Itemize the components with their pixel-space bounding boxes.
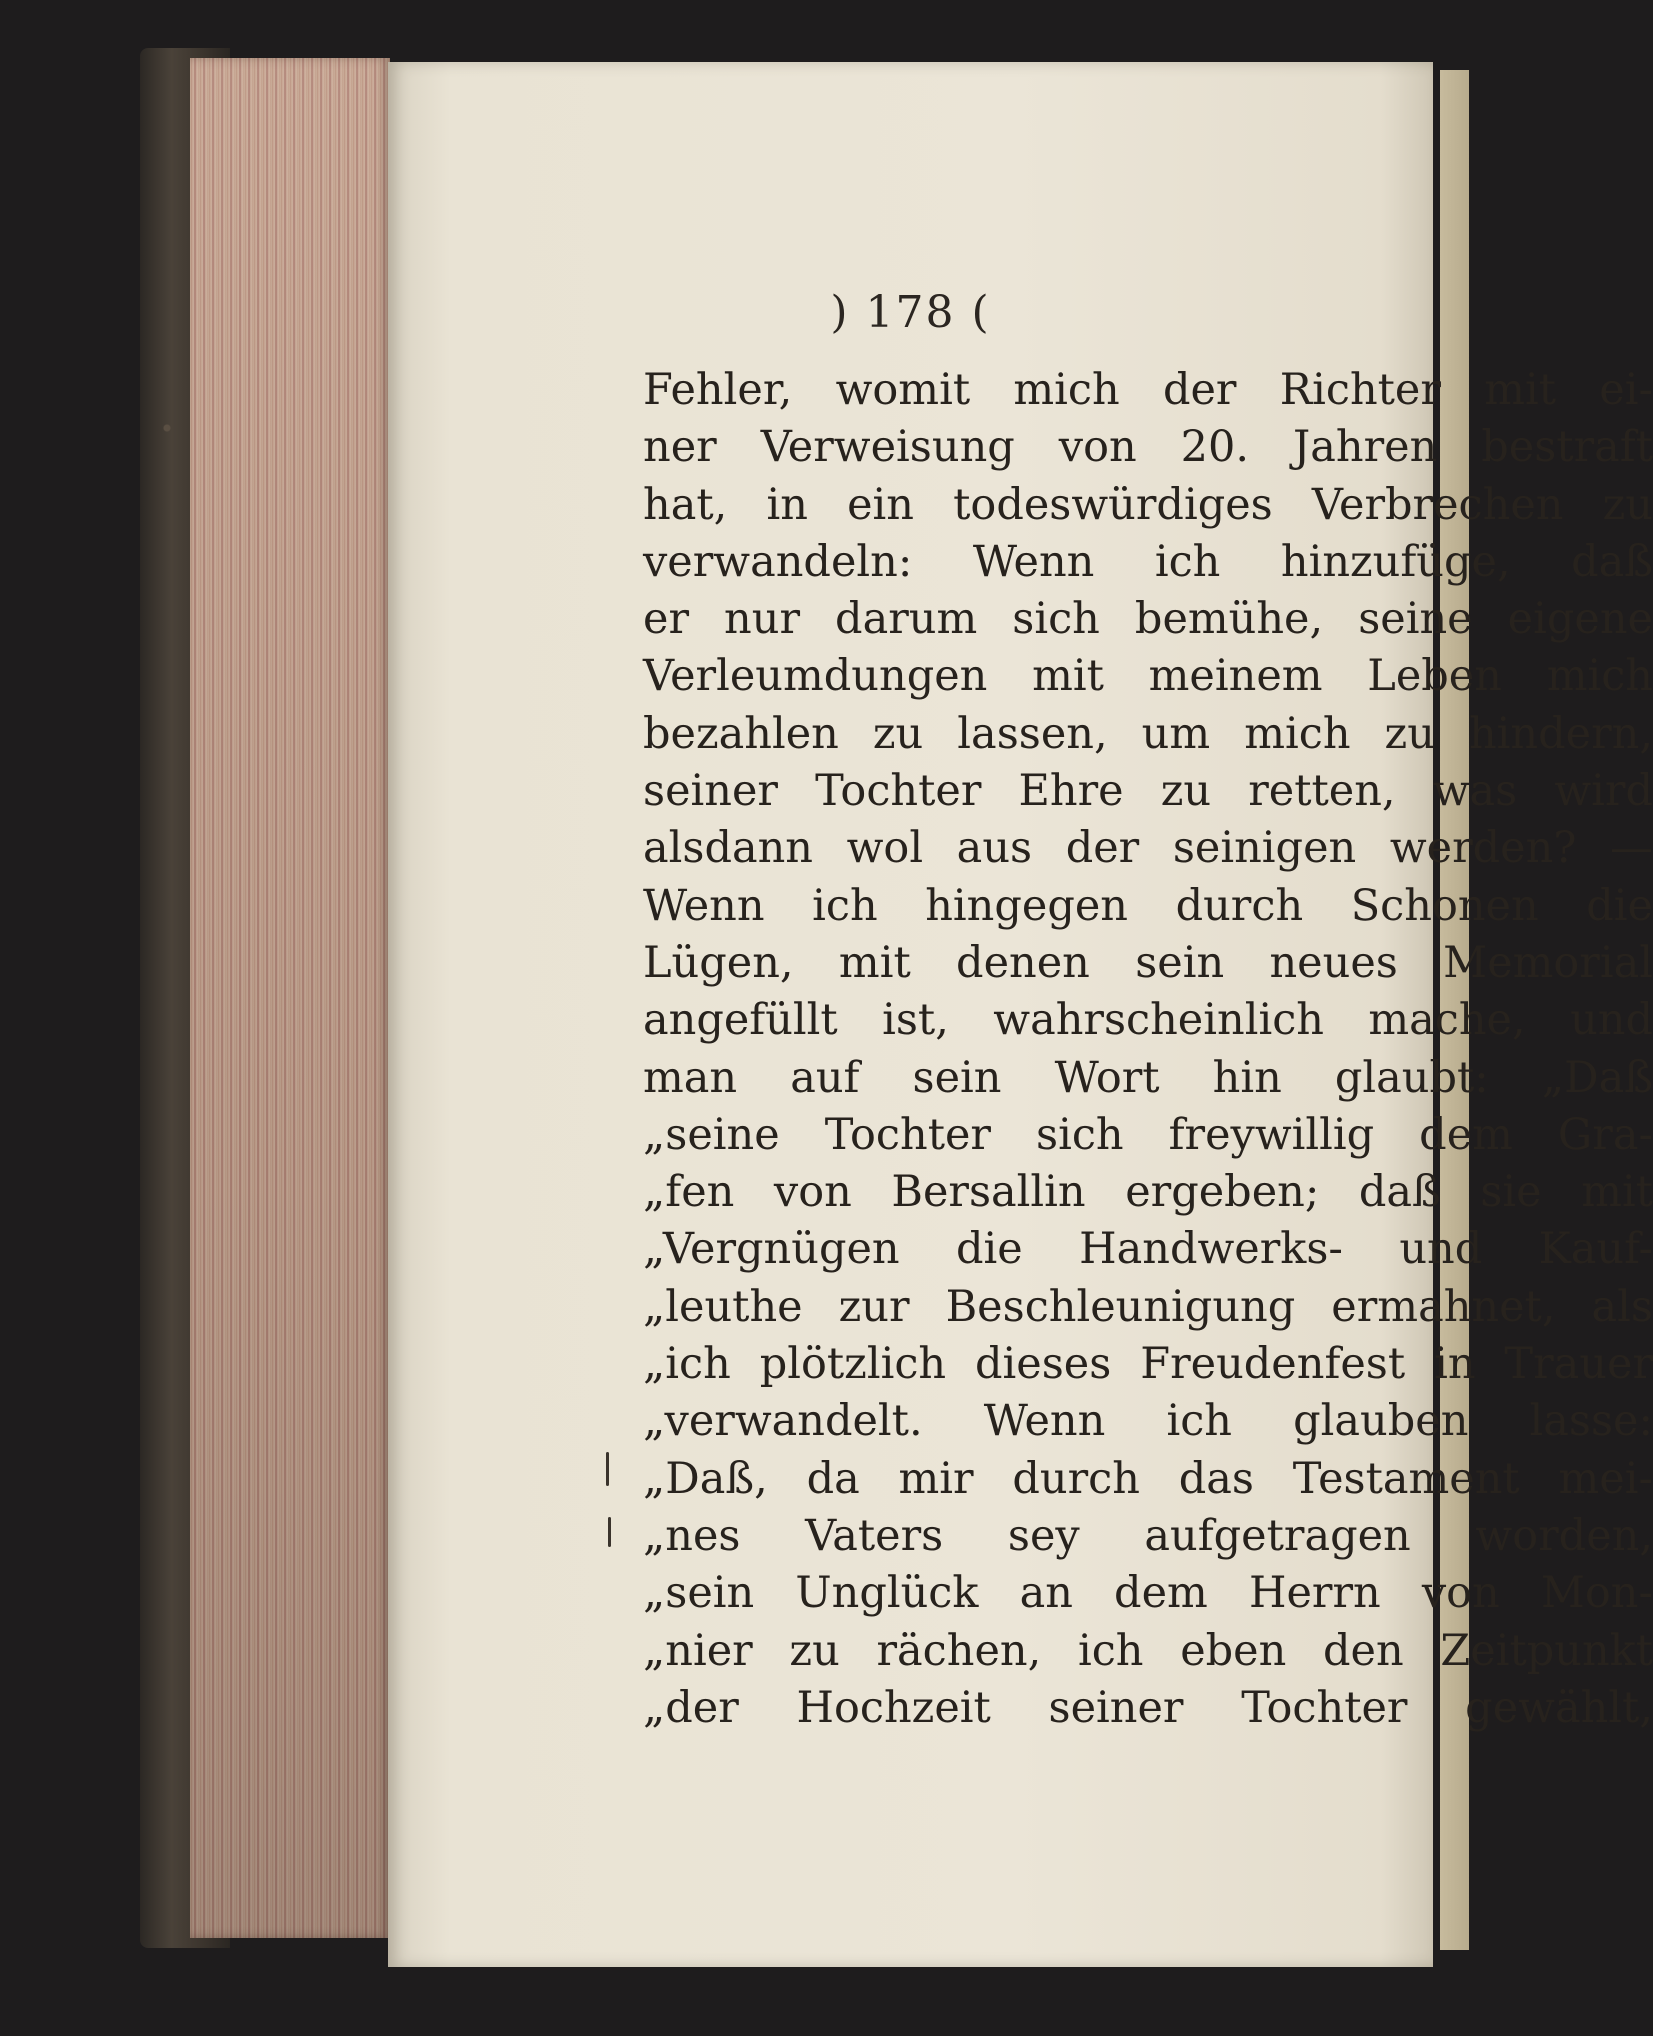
text-line: „Vergnügen die Handwerks- und Kauf-: [643, 1224, 1653, 1275]
text-line: Verleumdungen mit meinem Leben mich: [643, 651, 1653, 702]
text-line: „leuthe zur Beschleunigung ermahnet, als: [643, 1281, 1653, 1332]
text-line: ner Verweisung von 20. Jahren bestraft: [643, 422, 1653, 473]
text-line: bezahlen zu lassen, um mich zu hindern,: [643, 708, 1653, 759]
margin-pencil-mark: [608, 1517, 611, 1547]
text-line: Fehler, womit mich der Richter mit ei-: [643, 365, 1653, 415]
text-line: Lügen, mit denen sein neues Memorial: [643, 937, 1653, 988]
margin-pencil-mark: [606, 1452, 609, 1486]
text-line: angefüllt ist, wahrscheinlich mache, und: [643, 995, 1653, 1046]
text-line: „nes Vaters sey aufgetragen worden,: [643, 1510, 1653, 1561]
body-text: [643, 362, 1653, 1737]
text-line: „der Hochzeit seiner Tochter gewählt,: [643, 1682, 1653, 1733]
page-number: ) 178 (: [830, 287, 991, 338]
text-line: „sein Unglück an dem Herrn von Mon-: [643, 1568, 1653, 1619]
text-line: seiner Tochter Ehre zu retten, was wird: [643, 766, 1653, 817]
text-line: alsdann wol aus der seinigen werden? —: [643, 823, 1653, 874]
text-line: man auf sein Wort hin glaubt: „Daß: [643, 1052, 1653, 1103]
text-line: „seine Tochter sich freywillig dem Gra-: [643, 1109, 1653, 1160]
text-line: „fen von Bersallin ergeben; daß sie mit: [643, 1167, 1653, 1218]
text-line: „nier zu rächen, ich eben den Zeitpunkt: [643, 1625, 1653, 1676]
text-line: „verwandelt. Wenn ich glauben lasse:: [643, 1396, 1653, 1447]
text-line: „ich plötzlich dieses Freudenfest in Trauer: [643, 1339, 1653, 1390]
text-line: Wenn ich hingegen durch Schonen die: [643, 880, 1653, 931]
text-line: hat, in ein todeswürdiges Verbrechen zu: [643, 479, 1653, 530]
text-line: er nur darum sich bemühe, seine eigene: [643, 594, 1653, 645]
page-block-edges: [190, 58, 390, 1938]
book-page: [388, 62, 1653, 1967]
text-line: „Daß, da mir durch das Testament mei-: [643, 1453, 1653, 1504]
text-line: verwandeln: Wenn ich hinzufüge, daß: [643, 536, 1653, 587]
